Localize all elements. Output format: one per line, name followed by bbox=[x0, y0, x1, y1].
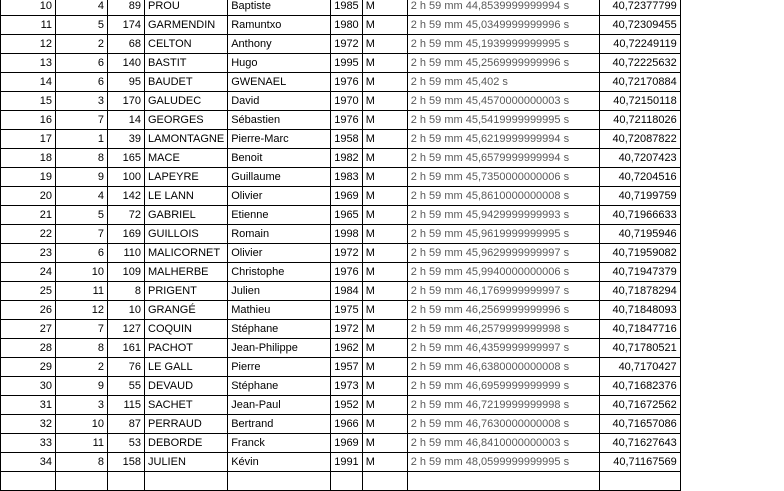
speed-cell[interactable]: 40,71959082 bbox=[599, 244, 680, 263]
category-place-cell[interactable]: 1 bbox=[56, 130, 108, 149]
speed-cell[interactable]: 40,7170427 bbox=[599, 358, 680, 377]
sex-cell[interactable]: M bbox=[362, 206, 407, 225]
category-place-cell[interactable]: 6 bbox=[56, 54, 108, 73]
category-place-cell[interactable]: 5 bbox=[56, 206, 108, 225]
last-name-cell[interactable]: SACHET bbox=[145, 396, 228, 415]
speed-cell[interactable]: 40,71167569 bbox=[599, 453, 680, 472]
table-row bbox=[1, 244, 681, 263]
category-place-cell[interactable]: 10 bbox=[56, 415, 108, 434]
table-row bbox=[1, 434, 681, 453]
bib-cell[interactable] bbox=[108, 472, 145, 491]
first-name-cell[interactable]: Jean-Philippe bbox=[228, 339, 331, 358]
first-name-cell[interactable] bbox=[228, 472, 331, 491]
table-row bbox=[1, 339, 681, 358]
time-cell[interactable]: 2 h 59 mm 46,7630000000008 s bbox=[407, 415, 599, 434]
year-cell[interactable]: 1985 bbox=[331, 0, 362, 16]
bib-cell[interactable]: 110 bbox=[108, 244, 145, 263]
sex-cell[interactable]: M bbox=[362, 130, 407, 149]
bib-cell[interactable]: 76 bbox=[108, 358, 145, 377]
place-cell[interactable]: 23 bbox=[1, 244, 56, 263]
place-cell[interactable]: 28 bbox=[1, 339, 56, 358]
time-cell[interactable]: 2 h 59 mm 45,5419999999995 s bbox=[407, 111, 599, 130]
time-cell[interactable]: 2 h 59 mm 44,8539999999994 s bbox=[407, 0, 599, 16]
category-place-cell[interactable]: 4 bbox=[56, 187, 108, 206]
speed-cell[interactable]: 40,72225632 bbox=[599, 54, 680, 73]
speed-cell[interactable]: 40,72118026 bbox=[599, 111, 680, 130]
place-cell[interactable]: 11 bbox=[1, 16, 56, 35]
bib-cell[interactable]: 68 bbox=[108, 35, 145, 54]
speed-cell[interactable]: 40,72087822 bbox=[599, 130, 680, 149]
year-cell[interactable]: 1973 bbox=[331, 377, 362, 396]
time-cell[interactable]: 2 h 59 mm 46,7219999999998 s bbox=[407, 396, 599, 415]
sex-cell[interactable]: M bbox=[362, 301, 407, 320]
sex-cell[interactable]: M bbox=[362, 358, 407, 377]
bib-cell[interactable]: 158 bbox=[108, 453, 145, 472]
table-row bbox=[1, 453, 681, 472]
speed-cell[interactable]: 40,71966633 bbox=[599, 206, 680, 225]
category-place-cell[interactable]: 10 bbox=[56, 263, 108, 282]
table-row bbox=[1, 111, 681, 130]
last-name-cell[interactable]: COQUIN bbox=[145, 320, 228, 339]
year-cell[interactable]: 1980 bbox=[331, 16, 362, 35]
table-row bbox=[1, 187, 681, 206]
last-name-cell[interactable] bbox=[145, 472, 228, 491]
category-place-cell[interactable]: 3 bbox=[56, 396, 108, 415]
table-row bbox=[1, 206, 681, 225]
last-name-cell[interactable]: PROU bbox=[145, 0, 228, 16]
first-name-cell[interactable]: Hugo bbox=[228, 54, 331, 73]
category-place-cell[interactable]: 2 bbox=[56, 358, 108, 377]
year-cell[interactable]: 1976 bbox=[331, 73, 362, 92]
first-name-cell[interactable]: Christophe bbox=[228, 263, 331, 282]
speed-cell[interactable]: 40,71682376 bbox=[599, 377, 680, 396]
category-place-cell[interactable]: 8 bbox=[56, 149, 108, 168]
category-place-cell[interactable]: 5 bbox=[56, 16, 108, 35]
first-name-cell[interactable]: Jean-Paul bbox=[228, 396, 331, 415]
first-name-cell[interactable]: Romain bbox=[228, 225, 331, 244]
results-table-body bbox=[1, 0, 681, 491]
year-cell[interactable]: 1970 bbox=[331, 92, 362, 111]
last-name-cell[interactable]: GARMENDIN bbox=[145, 16, 228, 35]
first-name-cell[interactable]: Julien bbox=[228, 282, 331, 301]
speed-cell[interactable]: 40,71657086 bbox=[599, 415, 680, 434]
speed-cell[interactable]: 40,72170884 bbox=[599, 73, 680, 92]
table-row bbox=[1, 92, 681, 111]
last-name-cell[interactable]: DEVAUD bbox=[145, 377, 228, 396]
bib-cell[interactable]: 39 bbox=[108, 130, 145, 149]
bib-cell[interactable]: 89 bbox=[108, 0, 145, 16]
speed-cell[interactable]: 40,71672562 bbox=[599, 396, 680, 415]
last-name-cell[interactable]: CELTON bbox=[145, 35, 228, 54]
bib-cell[interactable]: 100 bbox=[108, 168, 145, 187]
time-cell[interactable]: 2 h 59 mm 45,0349999999996 s bbox=[407, 16, 599, 35]
speed-cell[interactable]: 40,71627643 bbox=[599, 434, 680, 453]
time-cell[interactable]: 2 h 59 mm 45,7350000000006 s bbox=[407, 168, 599, 187]
place-cell[interactable]: 22 bbox=[1, 225, 56, 244]
year-cell[interactable]: 1975 bbox=[331, 301, 362, 320]
year-cell[interactable]: 1976 bbox=[331, 111, 362, 130]
year-cell[interactable]: 1991 bbox=[331, 453, 362, 472]
table-row bbox=[1, 301, 681, 320]
category-place-cell[interactable]: 7 bbox=[56, 320, 108, 339]
sex-cell[interactable]: M bbox=[362, 187, 407, 206]
last-name-cell[interactable]: MALICORNET bbox=[145, 244, 228, 263]
last-name-cell[interactable]: BASTIT bbox=[145, 54, 228, 73]
place-cell[interactable]: 10 bbox=[1, 0, 56, 16]
last-name-cell[interactable]: GABRIEL bbox=[145, 206, 228, 225]
bib-cell[interactable]: 55 bbox=[108, 377, 145, 396]
first-name-cell[interactable]: Mathieu bbox=[228, 301, 331, 320]
category-place-cell[interactable]: 2 bbox=[56, 35, 108, 54]
first-name-cell[interactable]: Pierre bbox=[228, 358, 331, 377]
first-name-cell[interactable]: Guillaume bbox=[228, 168, 331, 187]
category-place-cell[interactable]: 12 bbox=[56, 301, 108, 320]
table-row bbox=[1, 0, 681, 16]
time-cell[interactable]: 2 h 59 mm 46,4359999999997 s bbox=[407, 339, 599, 358]
speed-cell[interactable]: 40,7207423 bbox=[599, 149, 680, 168]
category-place-cell[interactable]: 8 bbox=[56, 339, 108, 358]
speed-cell[interactable]: 40,71848093 bbox=[599, 301, 680, 320]
last-name-cell[interactable]: DEBORDE bbox=[145, 434, 228, 453]
first-name-cell[interactable]: Benoit bbox=[228, 149, 331, 168]
table-row bbox=[1, 35, 681, 54]
time-cell[interactable]: 2 h 59 mm 46,6380000000008 s bbox=[407, 358, 599, 377]
place-cell[interactable] bbox=[1, 472, 56, 491]
sex-cell[interactable]: M bbox=[362, 282, 407, 301]
table-row bbox=[1, 168, 681, 187]
table-row bbox=[1, 282, 681, 301]
last-name-cell[interactable]: MALHERBE bbox=[145, 263, 228, 282]
first-name-cell[interactable]: Etienne bbox=[228, 206, 331, 225]
category-place-cell[interactable]: 11 bbox=[56, 434, 108, 453]
last-name-cell[interactable]: LAMONTAGNE bbox=[145, 130, 228, 149]
last-name-cell[interactable]: GEORGES bbox=[145, 111, 228, 130]
bib-cell[interactable]: 87 bbox=[108, 415, 145, 434]
place-cell[interactable]: 29 bbox=[1, 358, 56, 377]
category-place-cell[interactable]: 9 bbox=[56, 377, 108, 396]
year-cell[interactable]: 1982 bbox=[331, 149, 362, 168]
time-cell[interactable]: 2 h 59 mm 45,6579999999994 s bbox=[407, 149, 599, 168]
place-cell[interactable]: 15 bbox=[1, 92, 56, 111]
speed-cell[interactable]: 40,71780521 bbox=[599, 339, 680, 358]
speed-cell[interactable]: 40,72377799 bbox=[599, 0, 680, 16]
last-name-cell[interactable]: BAUDET bbox=[145, 73, 228, 92]
time-cell[interactable]: 2 h 59 mm 46,6959999999999 s bbox=[407, 377, 599, 396]
table-row bbox=[1, 130, 681, 149]
time-cell[interactable]: 2 h 59 mm 46,2569999999996 s bbox=[407, 301, 599, 320]
sex-cell[interactable]: M bbox=[362, 54, 407, 73]
table-row bbox=[1, 149, 681, 168]
bib-cell[interactable]: 142 bbox=[108, 187, 145, 206]
year-cell[interactable]: 1984 bbox=[331, 282, 362, 301]
year-cell[interactable]: 1969 bbox=[331, 434, 362, 453]
place-cell[interactable]: 34 bbox=[1, 453, 56, 472]
time-cell[interactable]: 2 h 59 mm 45,8610000000008 s bbox=[407, 187, 599, 206]
bib-cell[interactable]: 115 bbox=[108, 396, 145, 415]
first-name-cell[interactable]: Olivier bbox=[228, 187, 331, 206]
bib-cell[interactable]: 53 bbox=[108, 434, 145, 453]
speed-cell[interactable]: 40,7195946 bbox=[599, 225, 680, 244]
place-cell[interactable]: 20 bbox=[1, 187, 56, 206]
sex-cell[interactable]: M bbox=[362, 168, 407, 187]
first-name-cell[interactable]: Pierre-Marc bbox=[228, 130, 331, 149]
speed-cell[interactable]: 40,72150118 bbox=[599, 92, 680, 111]
place-cell[interactable]: 12 bbox=[1, 35, 56, 54]
category-place-cell[interactable]: 7 bbox=[56, 225, 108, 244]
year-cell[interactable] bbox=[331, 472, 362, 491]
place-cell[interactable]: 31 bbox=[1, 396, 56, 415]
year-cell[interactable]: 1976 bbox=[331, 263, 362, 282]
table-row bbox=[1, 54, 681, 73]
bib-cell[interactable]: 169 bbox=[108, 225, 145, 244]
sex-cell[interactable]: M bbox=[362, 320, 407, 339]
bib-cell[interactable]: 140 bbox=[108, 54, 145, 73]
last-name-cell[interactable]: LAPEYRE bbox=[145, 168, 228, 187]
table-row bbox=[1, 225, 681, 244]
bib-cell[interactable]: 95 bbox=[108, 73, 145, 92]
time-cell[interactable]: 2 h 59 mm 46,8410000000003 s bbox=[407, 434, 599, 453]
speed-cell[interactable]: 40,7204516 bbox=[599, 168, 680, 187]
place-cell[interactable]: 14 bbox=[1, 73, 56, 92]
sex-cell[interactable]: M bbox=[362, 396, 407, 415]
first-name-cell[interactable]: Ramuntxo bbox=[228, 16, 331, 35]
last-name-cell[interactable]: PACHOT bbox=[145, 339, 228, 358]
time-cell[interactable]: 2 h 59 mm 45,2569999999996 s bbox=[407, 54, 599, 73]
speed-cell[interactable]: 40,7199759 bbox=[599, 187, 680, 206]
time-cell[interactable]: 2 h 59 mm 48,0599999999995 s bbox=[407, 453, 599, 472]
sex-cell[interactable]: M bbox=[362, 244, 407, 263]
table-row bbox=[1, 396, 681, 415]
bib-cell[interactable]: 10 bbox=[108, 301, 145, 320]
time-cell[interactable]: 2 h 59 mm 45,4570000000003 s bbox=[407, 92, 599, 111]
last-name-cell[interactable]: LE GALL bbox=[145, 358, 228, 377]
last-name-cell[interactable]: GRANGÉ bbox=[145, 301, 228, 320]
place-cell[interactable]: 32 bbox=[1, 415, 56, 434]
place-cell[interactable]: 21 bbox=[1, 206, 56, 225]
sex-cell[interactable]: M bbox=[362, 0, 407, 16]
table-row bbox=[1, 415, 681, 434]
time-cell[interactable]: 2 h 59 mm 45,9619999999995 s bbox=[407, 225, 599, 244]
year-cell[interactable]: 1957 bbox=[331, 358, 362, 377]
bib-cell[interactable]: 72 bbox=[108, 206, 145, 225]
category-place-cell[interactable]: 3 bbox=[56, 92, 108, 111]
speed-cell[interactable]: 40,71947379 bbox=[599, 263, 680, 282]
sex-cell[interactable]: M bbox=[362, 434, 407, 453]
sex-cell[interactable]: M bbox=[362, 225, 407, 244]
place-cell[interactable]: 13 bbox=[1, 54, 56, 73]
last-name-cell[interactable]: GUILLOIS bbox=[145, 225, 228, 244]
bib-cell[interactable]: 109 bbox=[108, 263, 145, 282]
sex-cell[interactable] bbox=[362, 472, 407, 491]
last-name-cell[interactable]: JULIEN bbox=[145, 453, 228, 472]
year-cell[interactable]: 1958 bbox=[331, 130, 362, 149]
place-cell[interactable]: 24 bbox=[1, 263, 56, 282]
time-cell[interactable]: 2 h 59 mm 46,1769999999997 s bbox=[407, 282, 599, 301]
category-place-cell[interactable] bbox=[56, 472, 108, 491]
sex-cell[interactable]: M bbox=[362, 16, 407, 35]
sex-cell[interactable]: M bbox=[362, 415, 407, 434]
table-row bbox=[1, 320, 681, 339]
table-row bbox=[1, 358, 681, 377]
place-cell[interactable]: 18 bbox=[1, 149, 56, 168]
last-name-cell[interactable]: GALUDEC bbox=[145, 92, 228, 111]
speed-cell[interactable] bbox=[599, 472, 680, 491]
year-cell[interactable]: 1995 bbox=[331, 54, 362, 73]
time-cell[interactable] bbox=[407, 472, 599, 491]
first-name-cell[interactable]: Sébastien bbox=[228, 111, 331, 130]
bib-cell[interactable]: 170 bbox=[108, 92, 145, 111]
bib-cell[interactable]: 127 bbox=[108, 320, 145, 339]
place-cell[interactable]: 17 bbox=[1, 130, 56, 149]
year-cell[interactable]: 1952 bbox=[331, 396, 362, 415]
category-place-cell[interactable]: 9 bbox=[56, 168, 108, 187]
speed-cell[interactable]: 40,72249119 bbox=[599, 35, 680, 54]
year-cell[interactable]: 1969 bbox=[331, 187, 362, 206]
year-cell[interactable]: 1972 bbox=[331, 244, 362, 263]
place-cell[interactable]: 27 bbox=[1, 320, 56, 339]
speed-cell[interactable]: 40,72309455 bbox=[599, 16, 680, 35]
year-cell[interactable]: 1972 bbox=[331, 35, 362, 54]
year-cell[interactable]: 1962 bbox=[331, 339, 362, 358]
place-cell[interactable]: 16 bbox=[1, 111, 56, 130]
last-name-cell[interactable]: PERRAUD bbox=[145, 415, 228, 434]
first-name-cell[interactable]: David bbox=[228, 92, 331, 111]
first-name-cell[interactable]: Kévin bbox=[228, 453, 331, 472]
time-cell[interactable]: 2 h 59 mm 45,1939999999995 s bbox=[407, 35, 599, 54]
category-place-cell[interactable]: 7 bbox=[56, 111, 108, 130]
first-name-cell[interactable]: Bertrand bbox=[228, 415, 331, 434]
last-name-cell[interactable]: MACE bbox=[145, 149, 228, 168]
time-cell[interactable]: 2 h 59 mm 45,9629999999997 s bbox=[407, 244, 599, 263]
bib-cell[interactable]: 8 bbox=[108, 282, 145, 301]
time-cell[interactable]: 2 h 59 mm 46,2579999999998 s bbox=[407, 320, 599, 339]
place-cell[interactable]: 26 bbox=[1, 301, 56, 320]
time-cell[interactable]: 2 h 59 mm 45,6219999999994 s bbox=[407, 130, 599, 149]
year-cell[interactable]: 1966 bbox=[331, 415, 362, 434]
sex-cell[interactable]: M bbox=[362, 111, 407, 130]
first-name-cell[interactable]: Baptiste bbox=[228, 0, 331, 16]
first-name-cell[interactable]: Olivier bbox=[228, 244, 331, 263]
speed-cell[interactable]: 40,71847716 bbox=[599, 320, 680, 339]
category-place-cell[interactable]: 6 bbox=[56, 244, 108, 263]
year-cell[interactable]: 1972 bbox=[331, 320, 362, 339]
table-row bbox=[1, 263, 681, 282]
sex-cell[interactable]: M bbox=[362, 377, 407, 396]
sex-cell[interactable]: M bbox=[362, 339, 407, 358]
first-name-cell[interactable]: Stéphane bbox=[228, 320, 331, 339]
sex-cell[interactable]: M bbox=[362, 149, 407, 168]
category-place-cell[interactable]: 8 bbox=[56, 453, 108, 472]
table-row bbox=[1, 377, 681, 396]
first-name-cell[interactable]: Stéphane bbox=[228, 377, 331, 396]
table-row bbox=[1, 73, 681, 92]
bib-cell[interactable]: 14 bbox=[108, 111, 145, 130]
category-place-cell[interactable]: 4 bbox=[56, 0, 108, 16]
bib-cell[interactable]: 165 bbox=[108, 149, 145, 168]
sex-cell[interactable]: M bbox=[362, 35, 407, 54]
year-cell[interactable]: 1983 bbox=[331, 168, 362, 187]
table-row bbox=[1, 472, 681, 491]
sex-cell[interactable]: M bbox=[362, 453, 407, 472]
year-cell[interactable]: 1965 bbox=[331, 206, 362, 225]
time-cell[interactable]: 2 h 59 mm 45,402 s bbox=[407, 73, 599, 92]
category-place-cell[interactable]: 6 bbox=[56, 73, 108, 92]
category-place-cell[interactable]: 11 bbox=[56, 282, 108, 301]
place-cell[interactable]: 25 bbox=[1, 282, 56, 301]
sex-cell[interactable]: M bbox=[362, 263, 407, 282]
first-name-cell[interactable]: GWENAEL bbox=[228, 73, 331, 92]
last-name-cell[interactable]: LE LANN bbox=[145, 187, 228, 206]
sex-cell[interactable]: M bbox=[362, 73, 407, 92]
first-name-cell[interactable]: Franck bbox=[228, 434, 331, 453]
last-name-cell[interactable]: PRIGENT bbox=[145, 282, 228, 301]
speed-cell[interactable]: 40,71878294 bbox=[599, 282, 680, 301]
time-cell[interactable]: 2 h 59 mm 45,9940000000006 s bbox=[407, 263, 599, 282]
time-cell[interactable]: 2 h 59 mm 45,9429999999993 s bbox=[407, 206, 599, 225]
place-cell[interactable]: 30 bbox=[1, 377, 56, 396]
place-cell[interactable]: 19 bbox=[1, 168, 56, 187]
table-row bbox=[1, 16, 681, 35]
bib-cell[interactable]: 174 bbox=[108, 16, 145, 35]
year-cell[interactable]: 1998 bbox=[331, 225, 362, 244]
bib-cell[interactable]: 161 bbox=[108, 339, 145, 358]
place-cell[interactable]: 33 bbox=[1, 434, 56, 453]
sex-cell[interactable]: M bbox=[362, 92, 407, 111]
first-name-cell[interactable]: Anthony bbox=[228, 35, 331, 54]
